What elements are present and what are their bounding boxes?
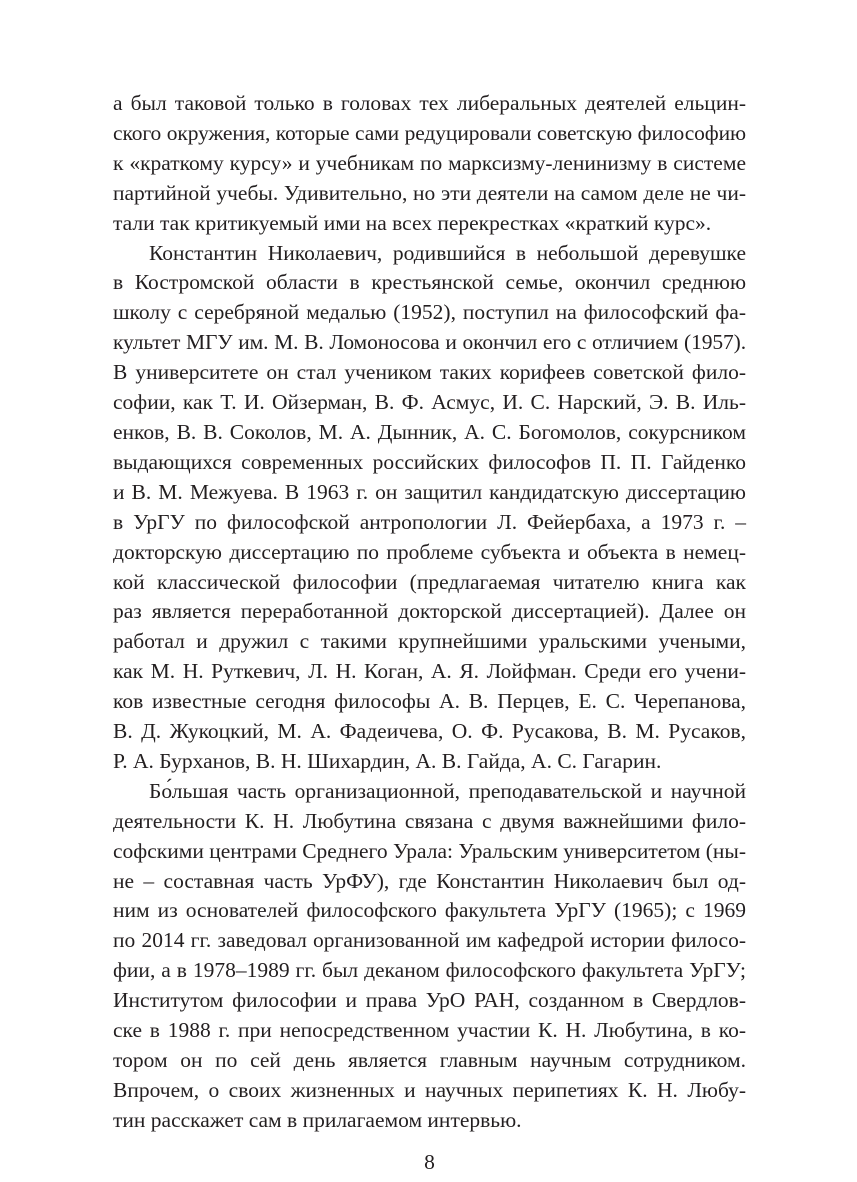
body-text [113, 89, 746, 1178]
text-line: Институтом философии и права УрО РАН, созданном в Свердлов- [113, 988, 746, 1013]
text-line: докторскую диссертацию по проблеме субъекта и объекта в немец- [113, 539, 746, 564]
text-line: Впрочем, о своих жизненных и научных перипетиях К. Н. Любу- [113, 1077, 746, 1102]
text-line: енков, В. В. Соколов, М. А. Дынник, А. С. Богомолов, сокурсником [113, 419, 746, 444]
text-line: раз является переработанной докторской диссертацией). Далее он [113, 599, 746, 624]
text-line: В университете он стал учеником таких корифеев советской фило- [113, 360, 746, 385]
text-line: ков известные сегодня философы А. В. Перцев, Е. С. Черепанова, [113, 689, 746, 714]
text-line: В. Д. Жукоцкий, М. А. Фадеичева, О. Ф. Русакова, В. М. Русаков, [113, 719, 746, 744]
text-line: тали так критикуемый ими на всех перекрестках «краткий курс». [113, 210, 712, 235]
text-line: работал и дружил с такими крупнейшими уральскими учеными, [113, 629, 746, 654]
text-line: выдающихся современных российских философов П. П. Гайденко [113, 449, 746, 474]
text-line: ним из основателей философского факультета УрГУ (1965); с 1969 [113, 898, 746, 923]
paragraph [113, 89, 746, 239]
text-line: Бо́льшая часть организационной, преподавательской и научной [149, 778, 746, 803]
text-line: софскими центрами Среднего Урала: Уральским университетом (ны- [113, 838, 746, 863]
paragraph [113, 239, 746, 777]
text-line: по 2014 гг. заведовал организованной им кафедрой истории филосо- [113, 928, 746, 953]
text-line: школу с серебряной медалью (1952), поступил на философский фа- [113, 300, 746, 325]
text-line: как М. Н. Руткевич, Л. Н. Коган, А. Я. Лойфман. Среди его учени- [113, 659, 746, 684]
text-line: тин расскажет сам в прилагаемом интервью. [113, 1107, 522, 1132]
text-line: к «краткому курсу» и учебникам по марксизму-ленинизму в системе [113, 150, 746, 175]
text-line: в УрГУ по философской антропологии Л. Фейербаха, а 1973 г. – [113, 509, 746, 534]
text-line: не – составная часть УрФУ), где Константин Николаевич был од- [113, 868, 746, 893]
text-line: партийной учебы. Удивительно, но эти деятели на самом деле не чи- [113, 180, 746, 205]
text-line: ске в 1988 г. при непосредственном участии К. Н. Любутина, в ко- [113, 1018, 746, 1043]
text-line: Р. А. Бурханов, В. Н. Шихардин, А. В. Гайда, А. С. Гагарин. [113, 748, 662, 773]
text-line: в Костромской области в крестьянской семье, окончил среднюю [113, 270, 746, 295]
text-line: и В. М. Межуева. В 1963 г. он защитил кандидатскую диссертацию [113, 479, 746, 504]
text-line: софии, как Т. И. Ойзерман, В. Ф. Асмус, И. С. Нарский, Э. В. Иль- [113, 390, 746, 415]
text-line: кой классической философии (предлагаемая читателю книга как [113, 569, 746, 594]
text-line: деятельности К. Н. Любутина связана с двумя важнейшими фило- [113, 808, 746, 833]
text-line: Константин Николаевич, родившийся в небольшой деревушке [149, 240, 746, 265]
text-line: фии, а в 1978–1989 гг. был деканом философского факультета УрГУ; [113, 958, 746, 983]
text-line: тором он по сей день является главным научным сотрудником. [113, 1048, 746, 1072]
text-line: ского окружения, которые сами редуцировали советскую философию [113, 120, 746, 145]
page-number: 8 [424, 1149, 435, 1174]
text-line: культет МГУ им. М. В. Ломоносова и окончил его с отличием (1957). [113, 330, 746, 355]
paragraphs [113, 89, 746, 1136]
paragraph [113, 777, 746, 1136]
text-line: а был таковой только в головах тех либеральных деятелей ельцин- [113, 91, 746, 115]
